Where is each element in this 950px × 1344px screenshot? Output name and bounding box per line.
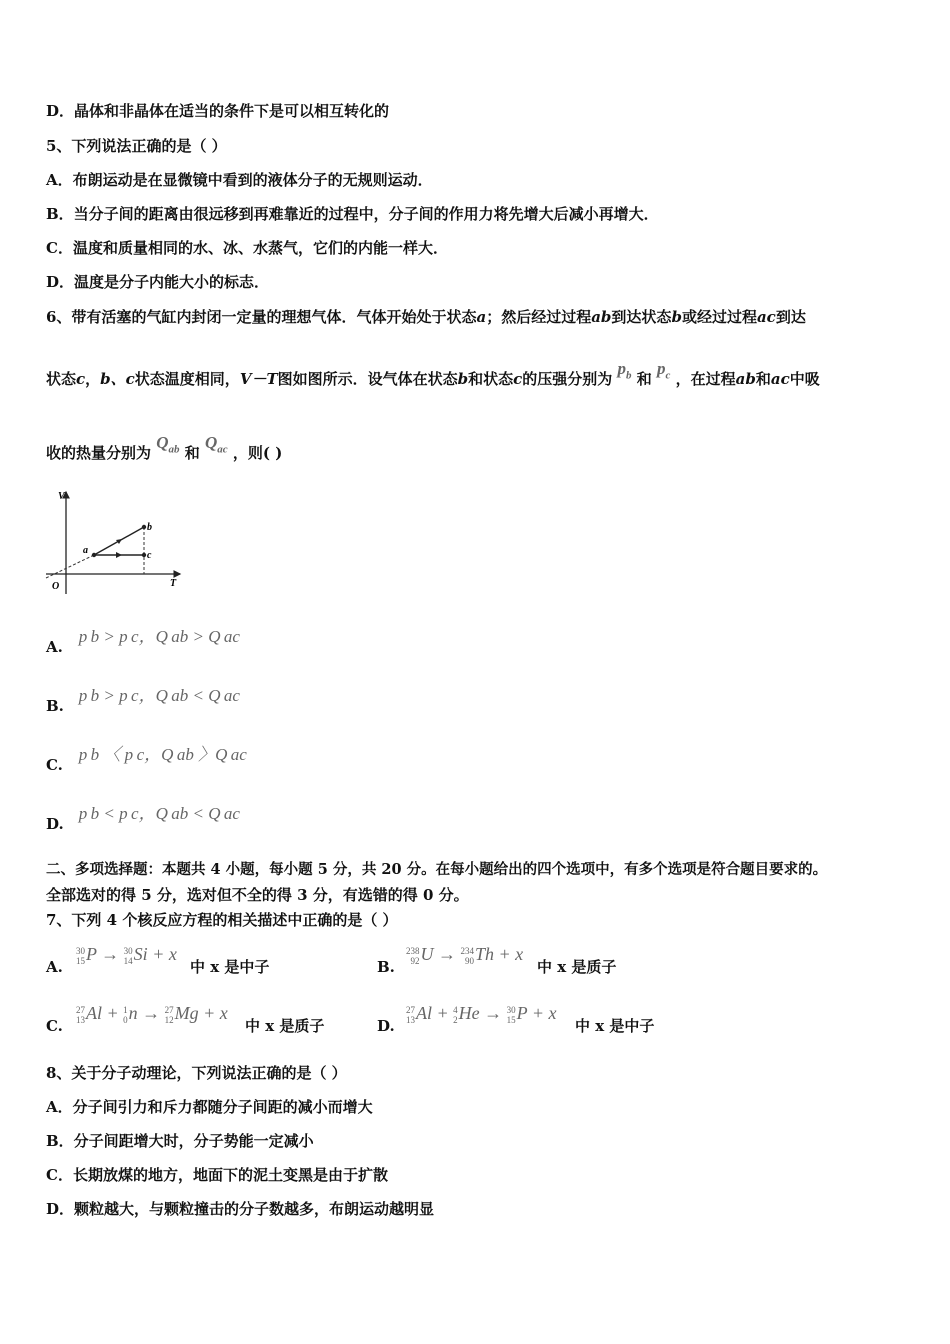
q7-option-d-label: D.	[377, 1017, 395, 1035]
q7-option-c-desc: 中 x 是质子	[245, 1017, 325, 1035]
q5-option-a: A．布朗运动是在显微镜中看到的液体分子的无规则运动．	[46, 171, 433, 189]
q6-option-c[interactable]	[46, 745, 247, 775]
point-a	[92, 553, 96, 557]
q4-option-d: D．晶体和非晶体在适当的条件下是可以相互转化的	[46, 102, 390, 120]
q7-option-b-label: B.	[377, 958, 395, 976]
section2-line1: 二、多项选择题：本题共 4 小题，每小题 5 分，共 20 分。在每小题给出的四个选项中，有多个选项是符合题目要求的。	[46, 861, 828, 878]
pb-symbol: $p_b$	[617, 359, 632, 382]
arrow-ac	[116, 552, 122, 558]
point-b	[142, 525, 146, 529]
option-formula: p b > p c，Q ab > Q ac	[78, 627, 240, 646]
label-t: T	[170, 578, 177, 589]
label-o: O	[52, 581, 60, 592]
section2-line2: 全部选对的得 5 分，选对但不全的得 3 分，有选错的得 0 分。	[46, 886, 469, 904]
option-label: D.	[46, 815, 64, 833]
q6-stem-line2: 状态c，b、c状态温度相同，V－T图如图所示．设气体在状态b和状态c的压强分别为 $p_b$ 和 $p_c$ ，在过程ab和ac中吸	[46, 359, 820, 388]
q7-equation-b: 238 92 U → 234 90 Th + x	[406, 944, 524, 966]
q8-option-a: A．分子间引力和斥力都随分子间距的减小而增大	[46, 1098, 373, 1116]
q6-stem-line1: 6、带有活塞的气缸内封闭一定量的理想气体．气体开始处于状态a；然后经过过程ab到达状态b或经过过程ac到达	[46, 308, 806, 326]
q7-option-d-desc: 中 x 是中子	[575, 1017, 655, 1035]
q7-option-b-desc: 中 x 是质子	[537, 958, 617, 976]
label-v: V	[58, 491, 65, 502]
option-label: C.	[46, 756, 63, 774]
label-c: c	[147, 550, 152, 561]
vt-diagram	[44, 488, 184, 596]
q8-option-c: C．长期放煤的地方，地面下的泥土变黑是由于扩散	[46, 1166, 388, 1184]
point-c	[142, 553, 146, 557]
q8-option-d: D．颗粒越大，与颗粒撞击的分子数越多，布朗运动越明显	[46, 1200, 435, 1218]
option-label: A.	[46, 638, 63, 656]
option-formula: p b 〈 p c，Q ab 〉Q ac	[78, 745, 247, 764]
q5-option-b: B．当分子间的距离由很远移到再难靠近的过程中，分子间的作用力将先增大后减小再增大．	[46, 205, 659, 223]
qab-symbol: $Q_{ab}$	[156, 433, 180, 456]
q6-option-d[interactable]	[46, 804, 240, 834]
q5-option-c: C．温度和质量相同的水、冰、水蒸气，它们的内能一样大．	[46, 239, 448, 257]
q8-stem: 8、关于分子动理论，下列说法正确的是（ ）	[46, 1064, 347, 1082]
q7-equation-d: 27 13 Al + 4 2 He → 30 15 P + x	[406, 1003, 557, 1025]
q6-stem-line3: 收的热量分别为 $Q_{ab}$ 和 $Q_{ac}$ ，则( )	[46, 433, 283, 462]
q5-option-d: D．温度是分子内能大小的标志．	[46, 273, 270, 291]
q7-option-a-label: A.	[46, 958, 63, 976]
q8-option-b: B．分子间距增大时，分子势能一定减小	[46, 1132, 314, 1150]
label-a: a	[83, 545, 88, 556]
label-b: b	[147, 522, 152, 533]
option-formula: p b > p c，Q ab < Q ac	[78, 686, 240, 705]
q7-equation-c: 27 13 Al + 1 0 n → 27 12 Mg + x	[76, 1003, 228, 1025]
q7-equation-a: 30 15 P → 30 14 Si + x	[76, 944, 177, 966]
option-label: B.	[46, 697, 64, 715]
pc-symbol: $p_c$	[657, 359, 671, 382]
option-formula: p b < p c，Q ab < Q ac	[78, 804, 240, 823]
q7-stem: 7、下列 4 个核反应方程的相关描述中正确的是（ ）	[46, 911, 398, 929]
q6-option-b[interactable]	[46, 686, 240, 716]
qac-symbol: $Q_{ac}$	[205, 433, 228, 456]
q7-option-c-label: C.	[46, 1017, 63, 1035]
q7-option-a-desc: 中 x 是中子	[190, 958, 270, 976]
q5-stem: 5、下列说法正确的是（ ）	[46, 137, 227, 155]
q6-option-a[interactable]	[46, 627, 240, 657]
